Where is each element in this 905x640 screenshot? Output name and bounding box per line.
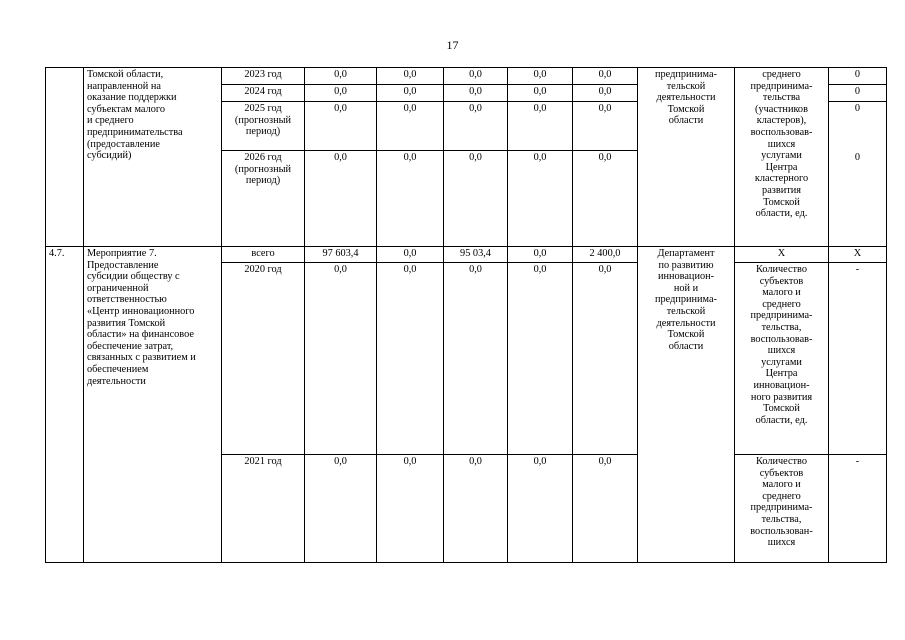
period-cell: 2026 год (прогнозный период)	[222, 151, 305, 247]
value-cell: 0,0	[573, 151, 638, 247]
indicator-cell: Количество субъектов малого и среднего предпринима- тельства, воспользован- шихся	[735, 455, 829, 563]
value-cell: 0,0	[444, 263, 508, 455]
period-cell: всего	[222, 247, 305, 263]
value-cell: 0,0	[444, 151, 508, 247]
value-cell: 0,0	[377, 263, 444, 455]
value-cell: 0,0	[305, 85, 377, 102]
table-row	[46, 68, 887, 85]
indicator-cell: среднего предпринима- тельства (участников кластеров), воспользовав- шихся услугами Центра кластерного развития Томской области, ед.	[735, 68, 829, 247]
indicator-value-cell: 0	[829, 68, 887, 85]
value-cell: 0,0	[444, 455, 508, 563]
value-cell: 0,0	[508, 85, 573, 102]
value-cell: 0,0	[508, 455, 573, 563]
indicator-value-cell: -	[829, 263, 887, 455]
value-cell: 97 603,4	[305, 247, 377, 263]
value-cell: 0,0	[444, 102, 508, 151]
value-cell: 0,0	[573, 263, 638, 455]
period-cell: 2024 год	[222, 85, 305, 102]
value-cell: 0,0	[377, 455, 444, 563]
value-cell: 0,0	[377, 85, 444, 102]
value-cell: 0,0	[573, 68, 638, 85]
value-cell: 0,0	[508, 102, 573, 151]
indicator-value-cell: 0	[829, 102, 887, 151]
indicator-value-cell: 0	[829, 151, 887, 247]
value-cell: 0,0	[573, 102, 638, 151]
executor-cell: Департамент по развитию инновацион- ной и предпринима- тельской деятельности Томской области	[638, 247, 735, 563]
value-cell: 0,0	[573, 85, 638, 102]
value-cell: 0,0	[508, 247, 573, 263]
indicator-cell: Количество субъектов малого и среднего предпринима- тельства, воспользовав- шихся услугами Центра инновацион- ного развития Томской области, ед.	[735, 263, 829, 455]
value-cell: 0,0	[377, 247, 444, 263]
value-cell: 0,0	[377, 68, 444, 85]
period-cell: 2020 год	[222, 263, 305, 455]
indicator-value-cell: 0	[829, 85, 887, 102]
item-description: Мероприятие 7. Предоставление субсидии обществу с ограниченной ответственностью «Центр инновационного развития Томской области» на финансовое обеспечение затрат, связанных с развитием и обеспечением деятельности	[84, 247, 222, 563]
value-cell: 0,0	[377, 151, 444, 247]
value-cell: 0,0	[305, 263, 377, 455]
value-cell: 0,0	[508, 68, 573, 85]
value-cell: 0,0	[508, 263, 573, 455]
value-cell: 0,0	[444, 68, 508, 85]
value-cell: 95 03,4	[444, 247, 508, 263]
indicator-cell: Х	[735, 247, 829, 263]
value-cell: 0,0	[573, 455, 638, 563]
item-number-cell	[46, 68, 84, 247]
value-cell: 0,0	[305, 68, 377, 85]
program-table	[45, 67, 887, 563]
value-cell: 2 400,0	[573, 247, 638, 263]
indicator-value-cell: -	[829, 455, 887, 563]
value-cell: 0,0	[305, 151, 377, 247]
page-number: 17	[446, 38, 459, 52]
indicator-value-cell: Х	[829, 247, 887, 263]
value-cell: 0,0	[508, 151, 573, 247]
item-description: Томской области, направленной на оказание поддержки субъектам малого и среднего предпринимательства (предоставление субсидий)	[84, 68, 222, 247]
item-number: 4.7.	[46, 247, 84, 563]
value-cell: 0,0	[305, 455, 377, 563]
table-row	[46, 247, 887, 263]
value-cell: 0,0	[305, 102, 377, 151]
period-cell: 2021 год	[222, 455, 305, 563]
period-cell: 2023 год	[222, 68, 305, 85]
value-cell: 0,0	[444, 85, 508, 102]
period-cell: 2025 год (прогнозный период)	[222, 102, 305, 151]
value-cell: 0,0	[377, 102, 444, 151]
executor-cell: предпринима- тельской деятельности Томской области	[638, 68, 735, 247]
